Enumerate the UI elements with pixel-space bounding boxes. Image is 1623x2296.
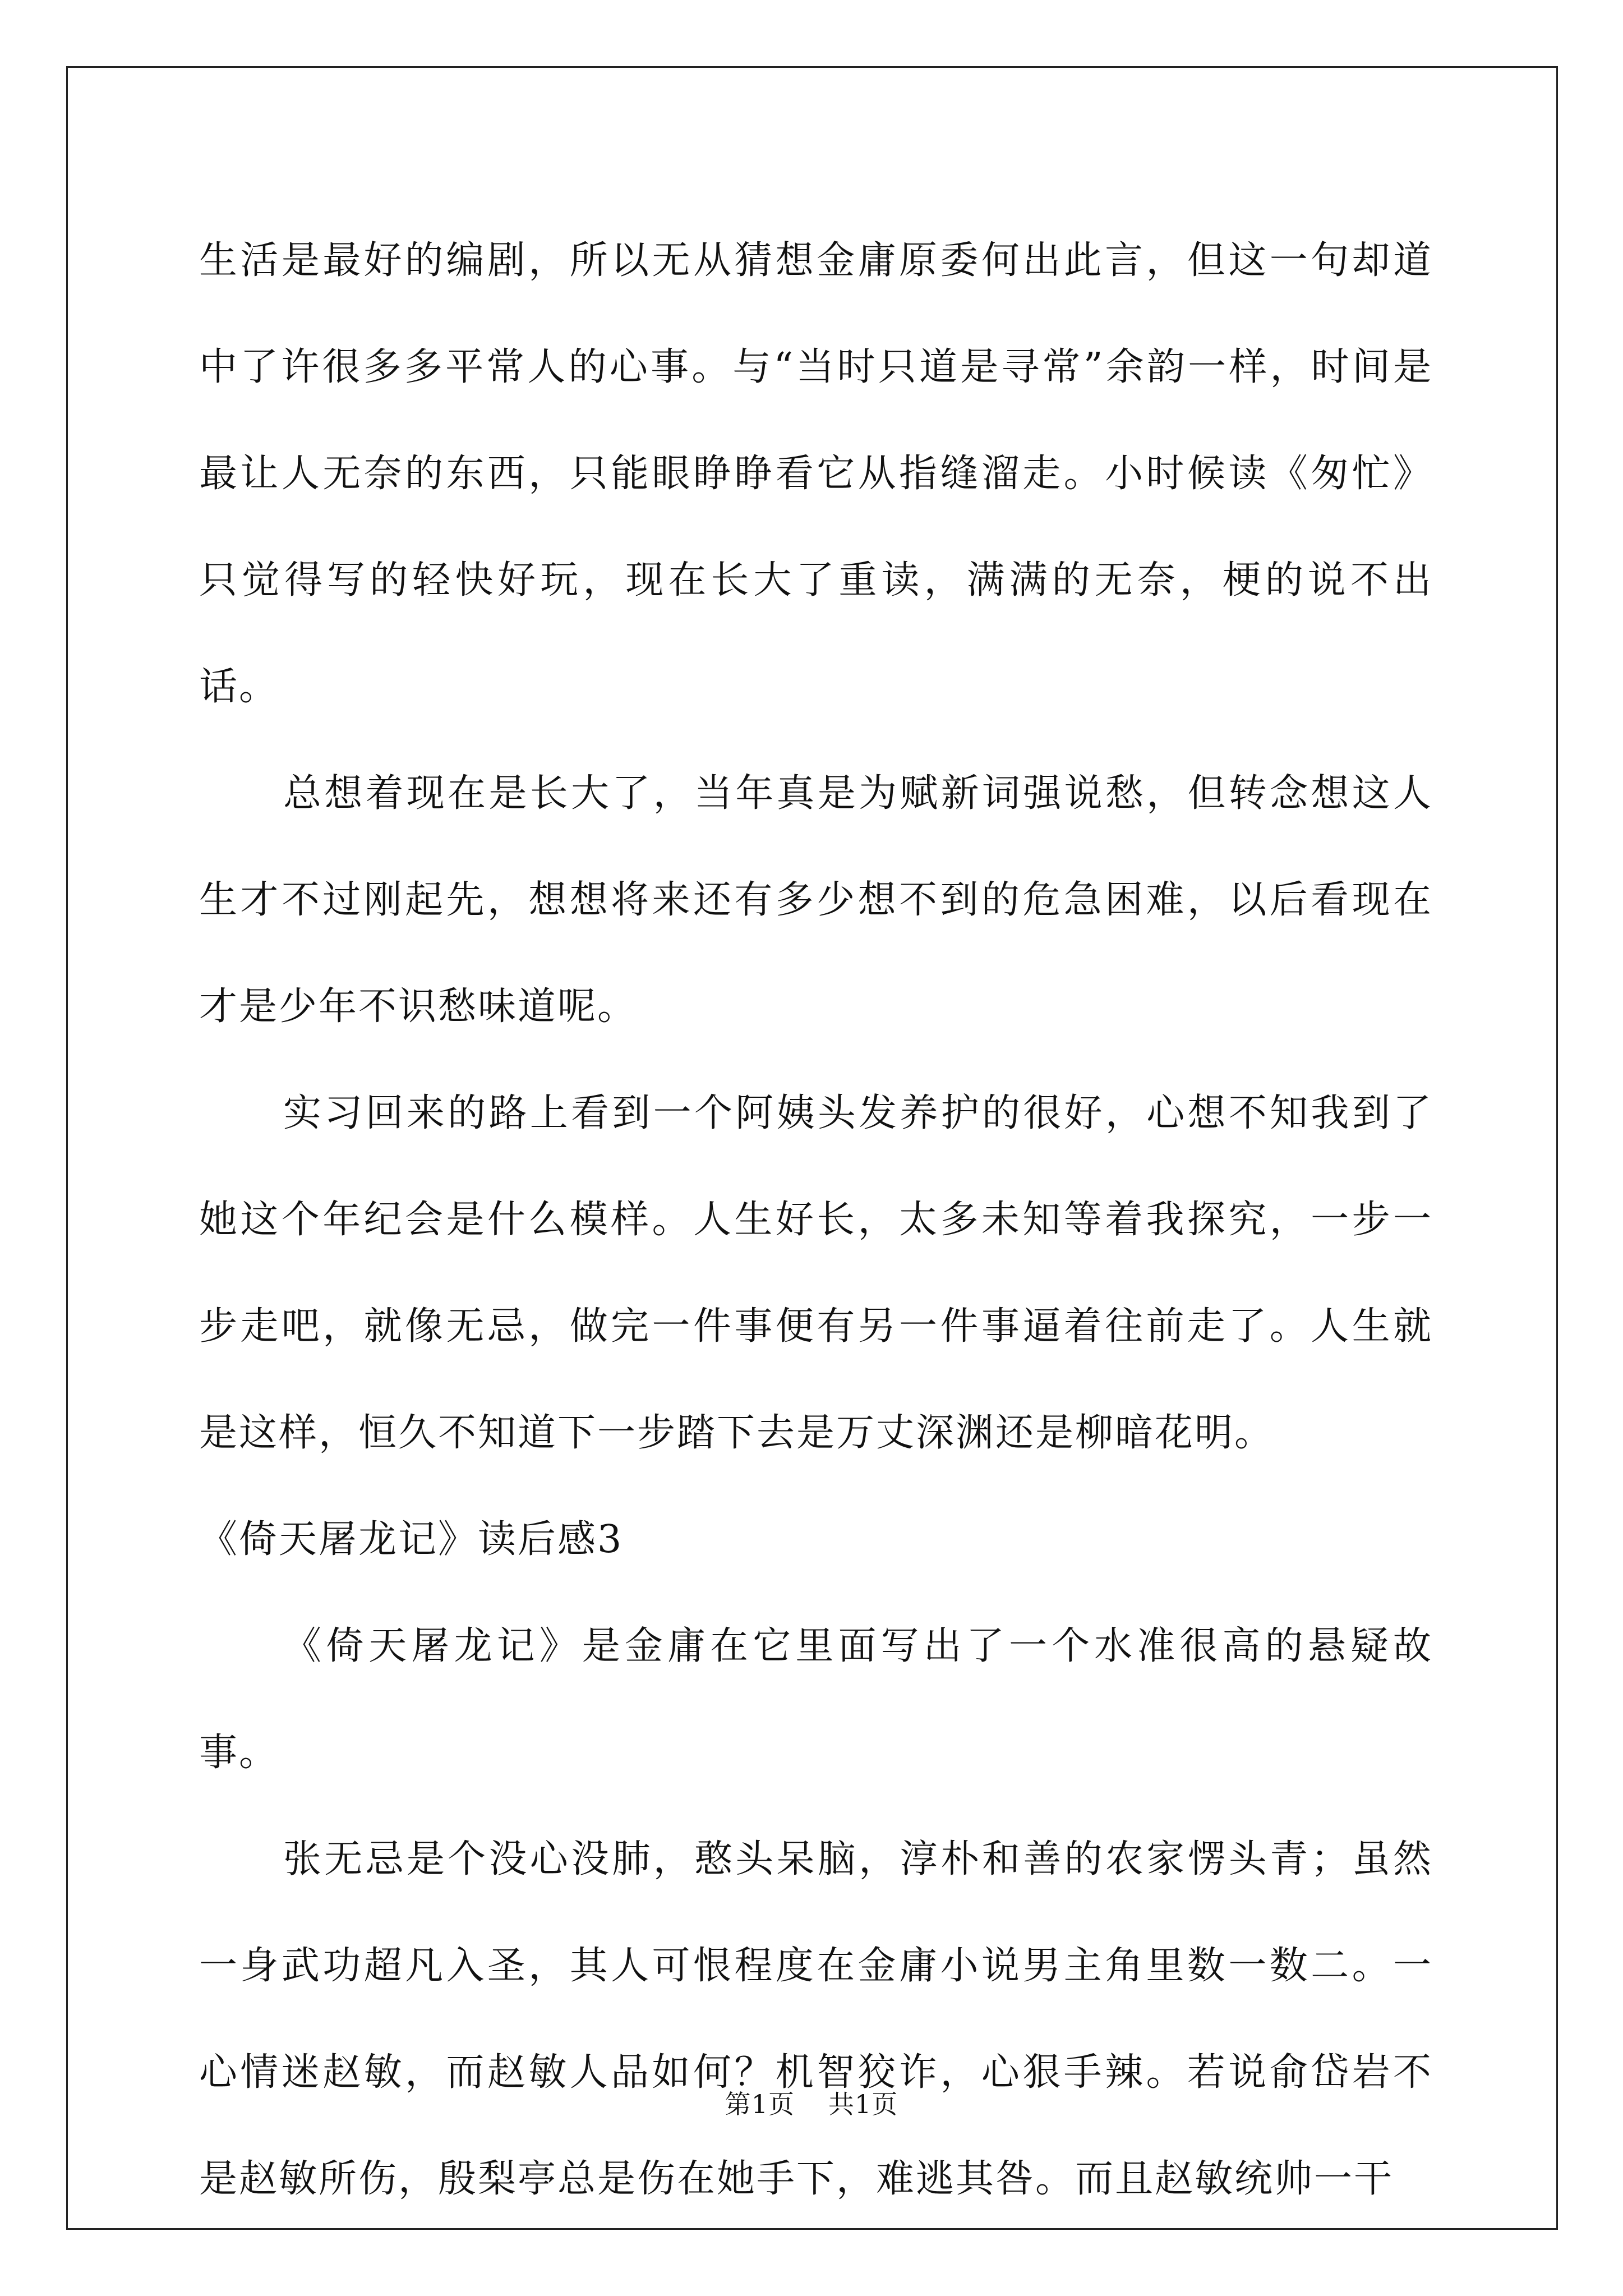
page-footer: [0, 2084, 1623, 2121]
paragraph: 实习回来的路上看到一个阿姨头发养护的很好，心想不知我到了她这个年纪会是什么模样。人生好长，太多未知等着我探究，一步一步走吧，就像无忌，做完一件事便有另一件事逼着往前走了。人生就是这样，恒久不知道下一步踏下去是万丈深渊还是柳暗花明。: [199, 1091, 1433, 1455]
page-number: 第1页: [725, 2089, 795, 2119]
document-body: [199, 208, 1433, 2233]
section-heading: 《倚天屠龙记》读后感3: [199, 1517, 624, 1562]
paragraph: 总想着现在是长大了，当年真是为赋新词强说愁，但转念想这人生才不过刚起先，想想将来还有多少想不到的危急困难，以后看现在才是少年不识愁味道呢。: [199, 771, 1433, 1029]
paragraph: 《倚天屠龙记》是金庸在它里面写出了一个水准很高的悬疑故事。: [199, 1624, 1433, 1775]
paragraph: 张无忌是个没心没肺，憨头呆脑，淳朴和善的农家愣头青；虽然一身武功超凡入圣，其人可恨程度在金庸小说男主角里数一数二。一心情迷赵敏，而赵敏人品如何？机智狡诈，心狠手辣。若说俞岱岩不是赵敏所伤，殷梨亭总是伤在她手下，难逃其咎。而且赵敏统帅一干: [199, 1837, 1433, 2201]
page-total: 共1页: [828, 2089, 898, 2119]
paragraph: 生活是最好的编剧，所以无从猜想金庸原委何出此言，但这一句却道中了许很多多平常人的心事。与“当时只道是寻常”余韵一样，时间是最让人无奈的东西，只能眼睁睁看它从指缝溜走。小时候读《匆忙》只觉得写的轻快好玩，现在长大了重读，满满的无奈，梗的说不出话。: [199, 238, 1433, 709]
